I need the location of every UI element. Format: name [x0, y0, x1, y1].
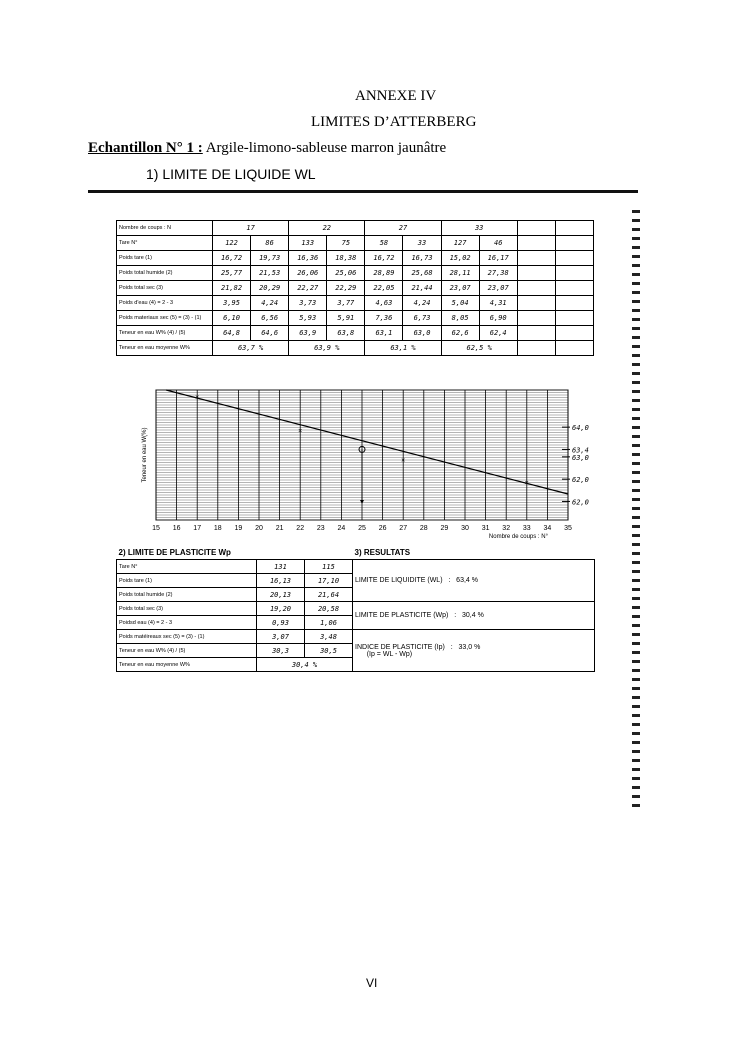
x-tick-label: 32: [502, 525, 511, 532]
wp-value: 30,4 %: [462, 612, 484, 619]
scan-top-edge: [88, 190, 638, 193]
lt-water-cell: 4,31: [479, 296, 517, 311]
lt-dry-mat-cell: 6,73: [403, 311, 441, 326]
plastic-limit-and-results-table: [116, 546, 595, 672]
lt-tare-weight-cell: 16,17: [479, 251, 517, 266]
sample-line: [88, 140, 446, 157]
lt-row-label: Nombre de coups : N: [117, 221, 213, 236]
lt-dry-cell: 23,07: [479, 281, 517, 296]
lt-empty-cell: [555, 311, 593, 326]
x-tick-label: 17: [193, 525, 202, 532]
pl-row-label: Teneur en eau W% (4) / (5): [117, 644, 257, 658]
lt-row-label: Poids materiaux sec (5) = (3) - (1): [117, 311, 213, 326]
lt-water-cell: 3,73: [289, 296, 327, 311]
lt-tare-cell: 133: [289, 236, 327, 251]
lt-dry-cell: 20,29: [251, 281, 289, 296]
section-subtitle: 1) LIMITE DE LIQUIDE WL: [146, 166, 316, 182]
y-axis-label: Teneur en eau W(%): [142, 427, 148, 483]
lt-empty-cell: [517, 251, 555, 266]
lt-tare-weight-cell: 19,73: [251, 251, 289, 266]
lt-row-label: Poids d'eau (4) = 2 - 3: [117, 296, 213, 311]
lt-tare-cell: 127: [441, 236, 479, 251]
pl-row-label: Teneur en eau moyenne W%: [117, 658, 257, 672]
lt-dry-cell: 22,05: [365, 281, 403, 296]
annotation-label: 62,0: [572, 476, 589, 485]
lt-wet-cell: 25,68: [403, 266, 441, 281]
x-tick-label: 21: [275, 525, 284, 532]
lt-tare-weight-cell: 16,72: [213, 251, 251, 266]
lt-tare-cell: 122: [213, 236, 251, 251]
lt-empty-cell: [517, 296, 555, 311]
x-tick-label: 31: [481, 525, 490, 532]
result-wp: [353, 602, 595, 630]
lt-empty-cell: [517, 341, 555, 356]
x-tick-label: 19: [234, 525, 243, 532]
lt-blows-cell: 22: [289, 221, 365, 236]
pl-drymat-2: 3,48: [305, 630, 353, 644]
annotation-label: 63,0: [572, 453, 589, 462]
lt-w-pct-cell: 63,1: [365, 326, 403, 341]
limits-title: LIMITES D’ATTERBERG: [311, 114, 477, 130]
lt-water-cell: 3,95: [213, 296, 251, 311]
lt-row-label: Teneur en eau W% (4) / (5): [117, 326, 213, 341]
atterberg-form: [116, 220, 594, 720]
lt-dry-cell: 21,44: [403, 281, 441, 296]
lt-w-pct-cell: 63,8: [327, 326, 365, 341]
x-tick-label: 28: [419, 525, 428, 532]
wl-value: 63,4 %: [456, 577, 478, 584]
pl-w-2: 30,5: [305, 644, 353, 658]
lt-dry-cell: 23,07: [441, 281, 479, 296]
lt-row-label: Tare N°: [117, 236, 213, 251]
lt-tare-cell: 33: [403, 236, 441, 251]
lt-empty-cell: [555, 236, 593, 251]
lt-water-cell: 4,24: [251, 296, 289, 311]
lt-wet-cell: 28,11: [441, 266, 479, 281]
data-point: ×: [298, 427, 303, 435]
liquid-limit-table: [116, 220, 594, 356]
lt-tare-cell: 58: [365, 236, 403, 251]
pl-tare-1: 131: [257, 560, 305, 574]
lt-empty-cell: [517, 221, 555, 236]
ip-value: 33,0 %: [458, 643, 481, 651]
x-axis-label: Nombre de coups : N°: [488, 534, 548, 540]
data-point: ×: [195, 394, 200, 402]
x-tick-label: 16: [172, 525, 181, 532]
ip-label: INDICE DE PLASTICITE (Ip): [355, 643, 445, 651]
pl-water-1: 0,93: [257, 616, 305, 630]
x-tick-label: 33: [522, 525, 531, 532]
lt-dry-cell: 22,29: [327, 281, 365, 296]
lt-tare-cell: 86: [251, 236, 289, 251]
ip-colon: :: [450, 643, 453, 651]
pl-water-2: 1,06: [305, 616, 353, 630]
pl-row-label: Tare N°: [117, 560, 257, 574]
annex-title: ANNEXE IV: [355, 88, 437, 104]
lt-blows-cell: 27: [365, 221, 441, 236]
lt-empty-cell: [555, 341, 593, 356]
lt-row-label: Poids total sec (3): [117, 281, 213, 296]
lt-dry-mat-cell: 6,90: [479, 311, 517, 326]
sample-description: Argile-limono-sableuse marron jaunâtre: [205, 140, 447, 156]
lt-tare-weight-cell: 16,36: [289, 251, 327, 266]
x-tick-label: 27: [399, 525, 408, 532]
x-tick-label: 23: [316, 525, 325, 532]
lt-wet-cell: 25,06: [327, 266, 365, 281]
lt-wet-cell: 26,06: [289, 266, 327, 281]
x-tick-label: 26: [378, 525, 387, 532]
pl-wet-1: 20,13: [257, 588, 305, 602]
lt-empty-cell: [555, 266, 593, 281]
lt-tare-cell: 46: [479, 236, 517, 251]
wp-label: LIMITE DE PLASTICITE (Wp): [355, 612, 449, 619]
lt-empty-cell: [555, 221, 593, 236]
pl-row-label: Poids tare (1): [117, 574, 257, 588]
pl-w-mean: 30,4 %: [257, 658, 353, 672]
lt-w-pct-cell: 63,9: [289, 326, 327, 341]
lt-wet-cell: 27,38: [479, 266, 517, 281]
lt-tare-weight-cell: 16,73: [403, 251, 441, 266]
lt-mean-cell: 63,9 %: [289, 341, 365, 356]
lt-dry-mat-cell: 5,93: [289, 311, 327, 326]
pl-tare-2: 115: [305, 560, 353, 574]
lt-water-cell: 4,63: [365, 296, 403, 311]
pl-drymat-1: 3,07: [257, 630, 305, 644]
x-tick-label: 25: [358, 525, 366, 532]
x-tick-label: 15: [152, 525, 160, 532]
lt-dry-cell: 22,27: [289, 281, 327, 296]
x-tick-label: 18: [213, 525, 222, 532]
pl-row-label: Poids total sec (3): [117, 602, 257, 616]
lt-empty-cell: [555, 326, 593, 341]
pl-tare-weight-2: 17,10: [305, 574, 353, 588]
pl-dry-2: 20,58: [305, 602, 353, 616]
lt-w-pct-cell: 62,4: [479, 326, 517, 341]
liquid-limit-chart: [116, 372, 594, 542]
lt-empty-cell: [517, 311, 555, 326]
lt-tare-weight-cell: 15,02: [441, 251, 479, 266]
lt-mean-cell: 62,5 %: [441, 341, 517, 356]
x-tick-label: 35: [564, 525, 572, 532]
lt-mean-cell: 63,1 %: [365, 341, 441, 356]
lt-empty-cell: [555, 281, 593, 296]
lt-mean-cell: 63,7 %: [213, 341, 289, 356]
result-wl: [353, 560, 595, 602]
lt-empty-cell: [555, 296, 593, 311]
pl-row-label: Poids total humide (2): [117, 588, 257, 602]
lt-water-cell: 3,77: [327, 296, 365, 311]
lt-wet-cell: 21,53: [251, 266, 289, 281]
pl-dry-1: 19,20: [257, 602, 305, 616]
pl-row-label: Poidsd eau (4) = 2 - 3: [117, 616, 257, 630]
lt-wet-cell: 25,77: [213, 266, 251, 281]
lt-row-label: Poids tare (1): [117, 251, 213, 266]
lt-water-cell: 4,24: [403, 296, 441, 311]
lt-dry-mat-cell: 6,10: [213, 311, 251, 326]
wp-colon: :: [454, 612, 457, 619]
wl-colon: :: [448, 577, 451, 584]
results-title: 3) RESULTATS: [354, 548, 411, 557]
x-tick-label: 34: [543, 525, 552, 532]
annotation-label: 64,0: [572, 424, 589, 433]
x-tick-label: 22: [296, 525, 305, 532]
scanned-test-sheet: [88, 190, 638, 820]
lt-w-pct-cell: 63,0: [403, 326, 441, 341]
x-tick-label: 24: [337, 525, 346, 532]
lt-w-pct-cell: 64,6: [251, 326, 289, 341]
lt-blows-cell: 33: [441, 221, 517, 236]
plastic-limit-title: 2) LIMITE DE PLASTICITE Wp: [118, 548, 231, 557]
pl-row-label: Poids matéireaux sec (5) = (3) - (1): [117, 630, 257, 644]
data-point: ×: [401, 457, 406, 465]
lt-w-pct-cell: 64,8: [213, 326, 251, 341]
data-point: ×: [524, 479, 529, 487]
lt-row-label: Teneur en eau moyenne W%: [117, 341, 213, 356]
pl-w-1: 30,3: [257, 644, 305, 658]
lt-empty-cell: [555, 251, 593, 266]
lt-empty-cell: [517, 281, 555, 296]
x-tick-label: 30: [461, 525, 469, 532]
lt-dry-mat-cell: 7,36: [365, 311, 403, 326]
lt-dry-mat-cell: 6,56: [251, 311, 289, 326]
lt-wet-cell: 28,89: [365, 266, 403, 281]
lt-tare-weight-cell: 18,38: [327, 251, 365, 266]
result-ip: [353, 630, 595, 672]
wl-label: LIMITE DE LIQUIDITE (WL): [355, 577, 443, 584]
lt-w-pct-cell: 62,6: [441, 326, 479, 341]
lt-dry-mat-cell: 8,05: [441, 311, 479, 326]
pl-wet-2: 21,64: [305, 588, 353, 602]
x-tick-label: 20: [255, 525, 263, 532]
sample-label: Echantillon N° 1 :: [88, 140, 203, 156]
lt-blows-cell: 17: [213, 221, 289, 236]
lt-tare-weight-cell: 16,72: [365, 251, 403, 266]
lt-empty-cell: [517, 266, 555, 281]
page-number: VI: [366, 976, 378, 990]
lt-tare-cell: 75: [327, 236, 365, 251]
lt-row-label: Poids total humide (2): [117, 266, 213, 281]
ip-formula: (Ip = WL - Wp): [366, 650, 413, 658]
lt-water-cell: 5,04: [441, 296, 479, 311]
annotation-label: 62,0: [572, 498, 589, 507]
pl-tare-weight-1: 16,13: [257, 574, 305, 588]
lt-dry-cell: 21,82: [213, 281, 251, 296]
scan-side-edge: [632, 210, 640, 810]
lt-empty-cell: [517, 326, 555, 341]
lt-empty-cell: [517, 236, 555, 251]
x-tick-label: 29: [440, 525, 449, 532]
annotation-label: 63,4: [572, 446, 589, 455]
lt-dry-mat-cell: 5,91: [327, 311, 365, 326]
